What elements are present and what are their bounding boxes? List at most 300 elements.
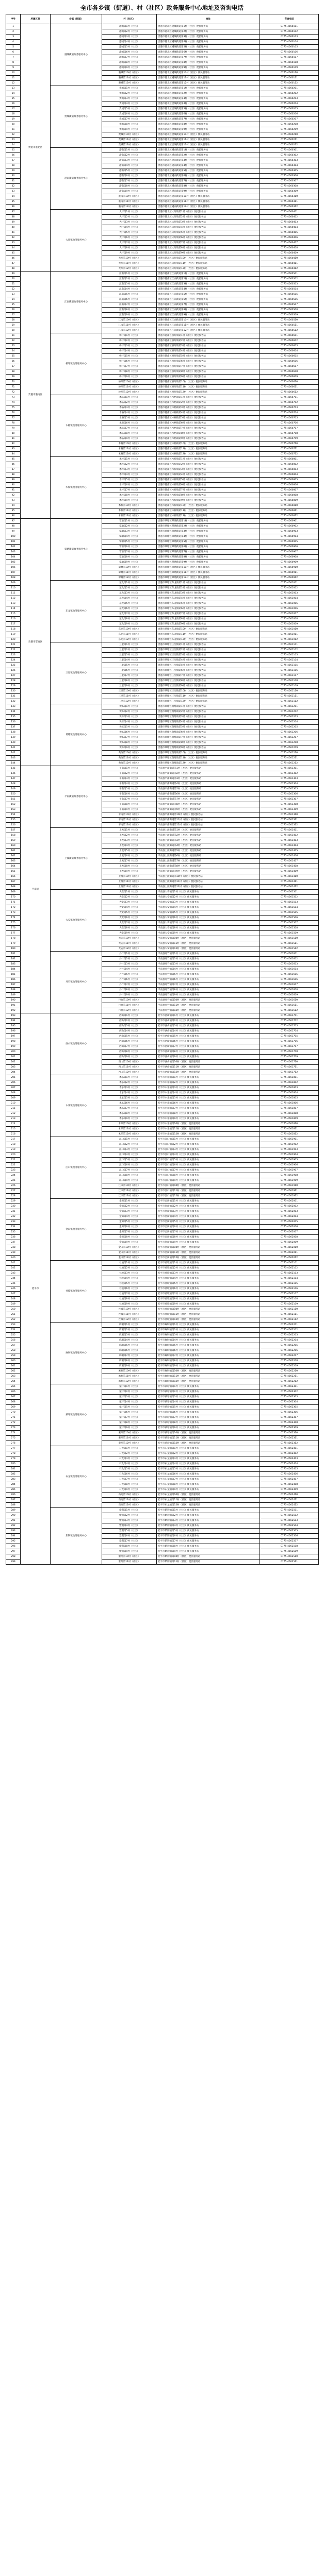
- row-number: 135: [6, 715, 21, 720]
- tel-cell: 0775-4560602: [260, 338, 319, 344]
- address-cell: 贵港市覃塘区黄练镇第9村（社区）便民服务站: [157, 745, 260, 751]
- village-cell: 三里第10村（社区）: [102, 689, 157, 694]
- village-cell: 黄练第11村（社区）: [102, 756, 157, 761]
- row-number: 16: [6, 101, 21, 107]
- address-cell: 贵港市港北区港南街道第6村（社区）便民服务站: [157, 174, 260, 179]
- row-number: 90: [6, 483, 21, 488]
- address-cell: 平南县上渡街道第9村（社区）便民服务站: [157, 869, 260, 874]
- tel-cell: 0775-4560611: [260, 385, 319, 390]
- village-cell: 港南第8村（社区）: [102, 184, 157, 189]
- address-cell: 平南县上渡街道第11村（社区）便民服务站: [157, 879, 260, 885]
- village-cell: 港城第2村（社区）: [102, 29, 157, 35]
- address-cell: 桂平市石龙镇第9村（社区）便民服务站: [157, 1487, 260, 1493]
- row-number: 208: [6, 1091, 21, 1096]
- tel-cell: 0775-4561510: [260, 936, 319, 941]
- tel-cell: 0775-4560105: [260, 45, 319, 50]
- village-cell: 黄练第10村（社区）: [102, 751, 157, 756]
- tel-cell: 0775-4561608: [260, 988, 319, 993]
- town-cell: 江南街道政务服务中心: [51, 272, 102, 333]
- tel-cell: 0775-4560109: [260, 65, 319, 71]
- address-cell: 贵港市覃塘区东龙镇第3村（社区）便民服务站: [157, 591, 260, 596]
- tel-cell: 0775-4560503: [260, 282, 319, 287]
- address-cell: 平南县上渡街道第8村（社区）便民服务站: [157, 864, 260, 869]
- row-number: 283: [6, 1477, 21, 1482]
- tel-cell: 0775-4561110: [260, 689, 319, 694]
- row-number: 225: [6, 1178, 21, 1183]
- village-cell: 港南第6村（社区）: [102, 174, 157, 179]
- tel-cell: 0775-4560206: [260, 112, 319, 117]
- tel-cell: 0775-4562101: [260, 1261, 319, 1266]
- tel-cell: 0775-4560502: [260, 277, 319, 282]
- tel-cell: 0775-4560209: [260, 127, 319, 132]
- tel-cell: 0775-4560712: [260, 452, 319, 457]
- village-cell: 覃塘第11村（社区）: [102, 570, 157, 575]
- address-cell: 桂平市石龙镇第8村（社区）便民服务站: [157, 1482, 260, 1487]
- address-cell: 桂平市紫荆镇第8村（社区）便民服务站: [157, 1544, 260, 1549]
- village-cell: 麻垌第9村（社区）: [102, 1364, 157, 1369]
- tel-cell: 0775-4561509: [260, 931, 319, 936]
- tel-cell: 0775-4561901: [260, 1137, 319, 1142]
- village-cell: 江口第11村（社区）: [102, 1189, 157, 1194]
- address-cell: 贵港市港北区港城街道第3村（社区）便民服务站: [157, 35, 260, 40]
- row-number: 199: [6, 1044, 21, 1049]
- tel-cell: 0775-4561006: [260, 606, 319, 612]
- table-row: [6, 890, 319, 895]
- village-cell: 港南第9村（社区）: [102, 189, 157, 194]
- village-cell: 紫荆第8村（社区）: [102, 1544, 157, 1549]
- row-number: 286: [6, 1493, 21, 1498]
- tel-cell: 0775-4560808: [260, 493, 319, 498]
- address-cell: 贵港市港南区木格镇第7村（社区）便民服务站: [157, 426, 260, 431]
- address-cell: 贵港市港北区港南街道第2村（社区）便民服务站: [157, 153, 260, 158]
- village-cell: 东龙第6村（社区）: [102, 606, 157, 612]
- address-cell: 桂平市社坡镇第4村（社区）便民服务站: [157, 1276, 260, 1281]
- town-cell: 金田镇政务服务中心: [51, 1199, 102, 1261]
- tel-cell: 0775-4561407: [260, 859, 319, 864]
- row-number: 194: [6, 1019, 21, 1024]
- address-cell: 桂平市西山镇第4村（社区）便民服务站: [157, 1029, 260, 1034]
- village-cell: 黄练第5村（社区）: [102, 725, 157, 730]
- row-number: 34: [6, 194, 21, 199]
- row-number: 22: [6, 132, 21, 138]
- row-number: 272: [6, 1420, 21, 1426]
- address-cell: 平南县平南街道第9村（社区）便民服务站: [157, 807, 260, 812]
- row-number: 159: [6, 838, 21, 843]
- village-cell: 贵城第4村（社区）: [102, 101, 157, 107]
- tel-cell: 0775-4561008: [260, 617, 319, 622]
- tel-cell: 0775-4561304: [260, 782, 319, 787]
- address-cell: 桂平市金田镇第1村（社区）便民服务站: [157, 1199, 260, 1204]
- address-cell: 贵港市港南区木格镇第4村（社区）便民服务站: [157, 411, 260, 416]
- tel-cell: 0775-4562409: [260, 1487, 319, 1493]
- town-cell: 木乐镇政务服务中心: [51, 1075, 102, 1137]
- address-cell: 贵港市港南区木梓镇第1村（社区）便民服务站: [157, 457, 260, 462]
- tel-cell: 0775-4560811: [260, 509, 319, 514]
- village-cell: 社坡第6村（社区）: [102, 1286, 157, 1292]
- village-cell: 木乐第10村（社区）: [102, 1122, 157, 1127]
- village-cell: 江南第4村（社区）: [102, 287, 157, 292]
- tel-cell: 0775-4562502: [260, 1513, 319, 1518]
- address-cell: 贵港市港北区港南街道第3村（社区）便民服务站: [157, 158, 260, 163]
- row-number: 211: [6, 1106, 21, 1111]
- address-cell: 桂平市江口镇第12村（社区）便民服务站: [157, 1194, 260, 1199]
- address-cell: 桂平市石龙镇第3村（社区）便民服务站: [157, 1456, 260, 1462]
- address-cell: 贵港市覃塘区三里镇第5村（社区）便民服务站: [157, 663, 260, 668]
- address-cell: 贵港市港南区桥圩镇第11村（社区）便民服务站: [157, 385, 260, 390]
- village-cell: 东龙第2村（社区）: [102, 586, 157, 591]
- row-number: 107: [6, 570, 21, 575]
- row-number: 222: [6, 1163, 21, 1168]
- village-cell: 丹竹第6村（社区）: [102, 977, 157, 982]
- village-cell: 江南第8村（社区）: [102, 308, 157, 313]
- row-number: 207: [6, 1086, 21, 1091]
- tel-cell: 0775-4562506: [260, 1534, 319, 1539]
- tel-cell: 0775-4560906: [260, 545, 319, 550]
- address-cell: 平南县大安镇第4村（社区）便民服务站: [157, 905, 260, 910]
- village-cell: 东龙第5村（社区）: [102, 601, 157, 606]
- village-cell: 麻垌第12村（社区）: [102, 1379, 157, 1384]
- village-cell: 贵城第8村（社区）: [102, 122, 157, 127]
- village-cell: 麻垌第1村（社区）: [102, 1323, 157, 1328]
- address-cell: 贵港市港北区港城街道第4村（社区）便民服务站: [157, 40, 260, 45]
- row-number: 126: [6, 668, 21, 673]
- tel-cell: 0775-4561208: [260, 740, 319, 745]
- tel-cell: 0775-4561309: [260, 807, 319, 812]
- address-cell: 桂平市麻垌镇第3村（社区）便民服务站: [157, 1333, 260, 1338]
- village-cell: 港城第7村（社区）: [102, 55, 157, 60]
- town-cell: 石龙镇政务服务中心: [51, 1446, 102, 1508]
- row-number: 30: [6, 174, 21, 179]
- village-cell: 上渡第10村（社区）: [102, 874, 157, 879]
- address-cell: 桂平市木乐镇第3村（社区）便民服务站: [157, 1086, 260, 1091]
- tel-cell: 0775-4561804: [260, 1091, 319, 1096]
- tel-cell: 0775-4562312: [260, 1441, 319, 1446]
- village-cell: 上渡第5村（社区）: [102, 849, 157, 854]
- row-number: 209: [6, 1096, 21, 1101]
- row-number: 238: [6, 1245, 21, 1250]
- tel-cell: 0775-4561002: [260, 586, 319, 591]
- row-number: 146: [6, 771, 21, 776]
- row-number: 113: [6, 601, 21, 606]
- address-cell: 贵港市覃塘区东龙镇第9村（社区）便民服务站: [157, 622, 260, 627]
- tel-cell: 0775-4562006: [260, 1225, 319, 1230]
- address-cell: 平南县丹竹镇第9村（社区）便民服务站: [157, 993, 260, 998]
- row-number: 262: [6, 1369, 21, 1374]
- village-cell: 港城第9村（社区）: [102, 65, 157, 71]
- village-cell: 东龙第4村（社区）: [102, 596, 157, 601]
- address-cell: 桂平市紫荆镇第5村（社区）便民服务站: [157, 1529, 260, 1534]
- address-cell: 桂平市石龙镇第7村（社区）便民服务站: [157, 1477, 260, 1482]
- row-number: 10: [6, 71, 21, 76]
- row-number: 191: [6, 1003, 21, 1008]
- village-cell: 覃塘第1村（社区）: [102, 519, 157, 524]
- address-cell: 平南县丹竹镇第7村（社区）便民服务站: [157, 982, 260, 988]
- village-cell: 木格第6村（社区）: [102, 421, 157, 426]
- area-cell: 贵港市港北区: [21, 24, 51, 272]
- village-cell: 木乐第7村（社区）: [102, 1106, 157, 1111]
- address-cell: 贵港市港北区港南街道第11村（社区）便民服务站: [157, 199, 260, 205]
- row-number: 239: [6, 1250, 21, 1256]
- town-cell: 江口镇政务服务中心: [51, 1137, 102, 1199]
- address-cell: 贵港市港北区港城街道第12村（社区）便民服务站: [157, 81, 260, 86]
- address-cell: 桂平市江口镇第3村（社区）便民服务站: [157, 1147, 260, 1153]
- address-cell: 桂平市金田镇第4村（社区）便民服务站: [157, 1214, 260, 1219]
- row-number: 195: [6, 1024, 21, 1029]
- village-cell: 平南第8村（社区）: [102, 802, 157, 807]
- village-cell: 木乐第12村（社区）: [102, 1132, 157, 1137]
- table-row: [6, 1075, 319, 1080]
- tel-cell: 0775-4562305: [260, 1405, 319, 1410]
- tel-cell: 0775-4560707: [260, 426, 319, 431]
- village-cell: 三里第1村（社区）: [102, 642, 157, 648]
- address-cell: 平南县丹竹镇第4村（社区）便民服务站: [157, 967, 260, 972]
- village-cell: 木格第2村（社区）: [102, 400, 157, 405]
- village-cell: 港南第3村（社区）: [102, 158, 157, 163]
- row-number: 295: [6, 1539, 21, 1544]
- row-number: 248: [6, 1297, 21, 1302]
- tel-cell: 0775-4560207: [260, 117, 319, 122]
- village-cell: 覃塘第2村（社区）: [102, 524, 157, 529]
- address-cell: 桂平市社坡镇第8村（社区）便民服务站: [157, 1297, 260, 1302]
- tel-cell: 0775-4561606: [260, 977, 319, 982]
- address-cell: 平南县丹竹镇第8村（社区）便民服务站: [157, 988, 260, 993]
- row-number: 226: [6, 1183, 21, 1189]
- address-cell: 贵港市港北区港南街道第10村（社区）便民服务站: [157, 194, 260, 199]
- row-number: 228: [6, 1194, 21, 1199]
- address-cell: 贵港市港北区港南街道第9村（社区）便民服务站: [157, 189, 260, 194]
- tel-cell: 0775-4561507: [260, 921, 319, 926]
- tel-cell: 0775-4562012: [260, 1256, 319, 1261]
- tel-cell: 0775-4560710: [260, 442, 319, 447]
- address-cell: 桂平市金田镇第8村（社区）便民服务站: [157, 1235, 260, 1240]
- address-cell: 贵港市港南区木梓镇第2村（社区）便民服务站: [157, 462, 260, 467]
- village-cell: 贵城第1村（社区）: [102, 86, 157, 91]
- tel-cell: 0775-4560202: [260, 91, 319, 96]
- address-cell: 贵港市港北区贵城街道第12村（社区）便民服务站: [157, 143, 260, 148]
- address-cell: 贵港市覃塘区三里镇第11村（社区）便民服务站: [157, 694, 260, 699]
- tel-cell: 0775-4562304: [260, 1400, 319, 1405]
- village-cell: 木格第3村（社区）: [102, 405, 157, 411]
- row-number: 261: [6, 1364, 21, 1369]
- row-number: 31: [6, 179, 21, 184]
- address-cell: 贵港市港南区木格镇第9村（社区）便民服务站: [157, 436, 260, 442]
- tel-cell: 0775-4562408: [260, 1482, 319, 1487]
- row-number: 242: [6, 1266, 21, 1271]
- row-number: 44: [6, 246, 21, 251]
- row-number: 181: [6, 952, 21, 957]
- address-cell: 贵港市港北区贵城街道第1村（社区）便民服务站: [157, 86, 260, 91]
- address-cell: 贵港市港北区港城街道第6村（社区）便民服务站: [157, 50, 260, 55]
- address-cell: 桂平市木乐镇第1村（社区）便民服务站: [157, 1075, 260, 1080]
- tel-cell: 0775-4561004: [260, 596, 319, 601]
- village-cell: 黄练第7村（社区）: [102, 735, 157, 740]
- village-cell: 社坡第11村（社区）: [102, 1312, 157, 1317]
- tel-cell: 0775-4561105: [260, 663, 319, 668]
- address-cell: 平南县大安镇第7村（社区）便民服务站: [157, 921, 260, 926]
- village-cell: 紫荆第3村（社区）: [102, 1518, 157, 1523]
- tel-cell: 0775-4560801: [260, 457, 319, 462]
- row-number: 144: [6, 761, 21, 766]
- address-cell: 桂平市蒙圩镇第9村（社区）便民服务站: [157, 1426, 260, 1431]
- tel-cell: 0775-4561801: [260, 1075, 319, 1080]
- row-number: 197: [6, 1034, 21, 1039]
- village-cell: 金田第4村（社区）: [102, 1214, 157, 1219]
- tel-cell: 0775-4560903: [260, 529, 319, 534]
- village-cell: 三里第5村（社区）: [102, 663, 157, 668]
- tel-cell: 0775-4561607: [260, 982, 319, 988]
- tel-cell: 0775-4562403: [260, 1456, 319, 1462]
- tel-cell: 0775-4562205: [260, 1343, 319, 1348]
- tel-cell: 0775-4562406: [260, 1472, 319, 1477]
- tel-cell: 0775-4560201: [260, 86, 319, 91]
- row-number: 160: [6, 843, 21, 849]
- address-cell: 贵港市港南区桥圩镇第6村（社区）便民服务站: [157, 359, 260, 364]
- village-cell: 石龙第11村（社区）: [102, 1498, 157, 1503]
- address-cell: 贵港市覃塘区覃塘街道第12村（社区）便民服务站: [157, 575, 260, 581]
- row-number: 223: [6, 1168, 21, 1173]
- village-cell: 蒙圩第4村（社区）: [102, 1400, 157, 1405]
- village-cell: 大圩第4村（社区）: [102, 225, 157, 230]
- address-cell: 平南县大安镇第9村（社区）便民服务站: [157, 931, 260, 936]
- tel-cell: 0775-4560103: [260, 35, 319, 40]
- village-cell: 平南第6村（社区）: [102, 792, 157, 797]
- row-number: 166: [6, 874, 21, 879]
- address-cell: 贵港市港南区木格镇第8村（社区）便民服务站: [157, 431, 260, 436]
- address-cell: 桂平市蒙圩镇第11村（社区）便民服务站: [157, 1436, 260, 1441]
- village-cell: 西山第12村（社区）: [102, 1070, 157, 1075]
- tel-cell: 0775-4560311: [260, 199, 319, 205]
- row-number: 133: [6, 704, 21, 709]
- village-cell: 木乐第5村（社区）: [102, 1096, 157, 1101]
- address-cell: 桂平市石龙镇第4村（社区）便民服务站: [157, 1462, 260, 1467]
- tel-cell: 0775-4560907: [260, 550, 319, 555]
- address-cell: 桂平市木乐镇第10村（社区）便民服务站: [157, 1122, 260, 1127]
- village-cell: 大安第7村（社区）: [102, 921, 157, 926]
- address-cell: 平南县平南街道第12村（社区）便民服务站: [157, 823, 260, 828]
- address-cell: 桂平市社坡镇第5村（社区）便民服务站: [157, 1281, 260, 1286]
- row-number: 85: [6, 457, 21, 462]
- tel-cell: 0775-4560412: [260, 266, 319, 272]
- row-number: 109: [6, 581, 21, 586]
- row-number: 174: [6, 916, 21, 921]
- tel-cell: 0775-4561704: [260, 1029, 319, 1034]
- village-cell: 贵城第2村（社区）: [102, 91, 157, 96]
- village-cell: 丹竹第7村（社区）: [102, 982, 157, 988]
- town-cell: 上渡街道政务服务中心: [51, 828, 102, 890]
- row-number: 143: [6, 756, 21, 761]
- village-cell: 港南第12村（社区）: [102, 205, 157, 210]
- address-cell: 贵港市港北区贵城街道第6村（社区）便民服务站: [157, 112, 260, 117]
- tel-cell: 0775-4561109: [260, 684, 319, 689]
- tel-cell: 0775-4560510: [260, 318, 319, 323]
- tel-cell: 0775-4560805: [260, 478, 319, 483]
- tel-cell: 0775-4562202: [260, 1328, 319, 1333]
- tel-cell: 0775-4560107: [260, 55, 319, 60]
- address-cell: 桂平市麻垌镇第11村（社区）便民服务站: [157, 1374, 260, 1379]
- tel-cell: 0775-4560304: [260, 163, 319, 168]
- village-cell: 石龙第9村（社区）: [102, 1487, 157, 1493]
- village-cell: 木梓第2村（社区）: [102, 462, 157, 467]
- address-cell: 桂平市紫荆镇第1村（社区）便民服务站: [157, 1508, 260, 1513]
- tel-cell: 0775-4560102: [260, 29, 319, 35]
- row-number: 297: [6, 1549, 21, 1554]
- tel-cell: 0775-4562405: [260, 1467, 319, 1472]
- tel-cell: 0775-4560506: [260, 297, 319, 302]
- village-cell: 三里第12村（社区）: [102, 699, 157, 704]
- row-number: 93: [6, 498, 21, 503]
- town-cell: 覃塘街道政务服务中心: [51, 519, 102, 581]
- tel-cell: 0775-4562104: [260, 1276, 319, 1281]
- address-cell: 贵港市港北区贵城街道第3村（社区）便民服务站: [157, 96, 260, 101]
- row-number: 39: [6, 220, 21, 225]
- village-cell: 黄练第4村（社区）: [102, 720, 157, 725]
- village-cell: 紫荆第2村（社区）: [102, 1513, 157, 1518]
- town-cell: 麻垌镇政务服务中心: [51, 1323, 102, 1384]
- row-number: 65: [6, 354, 21, 359]
- row-number: 131: [6, 694, 21, 699]
- row-number: 115: [6, 612, 21, 617]
- address-cell: 桂平市西山镇第9村（社区）便民服务站: [157, 1055, 260, 1060]
- address-cell: 平南县大安镇第6村（社区）便民服务站: [157, 916, 260, 921]
- address-cell: 桂平市石龙镇第1村（社区）便民服务站: [157, 1446, 260, 1451]
- village-cell: 大圩第12村（社区）: [102, 266, 157, 272]
- address-cell: 平南县丹竹镇第2村（社区）便民服务站: [157, 957, 260, 962]
- tel-cell: 0775-4561212: [260, 761, 319, 766]
- address-cell: 桂平市西山镇第7村（社区）便民服务站: [157, 1044, 260, 1049]
- header-town: 乡镇（街道）: [51, 14, 102, 24]
- table-row: [6, 1384, 319, 1389]
- village-cell: 江南第10村（社区）: [102, 318, 157, 323]
- tel-cell: 0775-4561007: [260, 612, 319, 617]
- address-cell: 桂平市木乐镇第6村（社区）便民服务站: [157, 1101, 260, 1106]
- tel-cell: 0775-4560806: [260, 483, 319, 488]
- tel-cell: 0775-4560904: [260, 534, 319, 539]
- address-cell: 桂平市江口镇第5村（社区）便民服务站: [157, 1158, 260, 1163]
- row-number: 145: [6, 766, 21, 771]
- village-cell: 港城第12村（社区）: [102, 81, 157, 86]
- address-cell: 贵港市港南区桥圩镇第12村（社区）便民服务站: [157, 390, 260, 395]
- address-cell: 贵港市港北区大圩镇第11村（社区）便民服务站: [157, 261, 260, 266]
- address-cell: 平南县上渡街道第7村（社区）便民服务站: [157, 859, 260, 864]
- row-number: 253: [6, 1323, 21, 1328]
- tel-cell: 0775-4562407: [260, 1477, 319, 1482]
- row-number: 116: [6, 617, 21, 622]
- address-cell: 贵港市覃塘区覃塘街道第3村（社区）便民服务站: [157, 529, 260, 534]
- address-cell: 贵港市港南区江南街道第11村（社区）便民服务站: [157, 323, 260, 328]
- tel-cell: 0775-4561204: [260, 720, 319, 725]
- row-number: 98: [6, 524, 21, 529]
- row-number: 11: [6, 76, 21, 81]
- town-cell: 港南街道政务服务中心: [51, 148, 102, 210]
- town-cell: 社坡镇政务服务中心: [51, 1261, 102, 1323]
- address-cell: 桂平市蒙圩镇第4村（社区）便民服务站: [157, 1400, 260, 1405]
- address-cell: 贵港市覃塘区三里镇第12村（社区）便民服务站: [157, 699, 260, 704]
- village-cell: 木梓第4村（社区）: [102, 472, 157, 478]
- row-number: 15: [6, 96, 21, 101]
- row-number: 299: [6, 1560, 21, 1565]
- address-cell: 平南县平南街道第5村（社区）便民服务站: [157, 787, 260, 792]
- row-number: 158: [6, 833, 21, 838]
- table-body: [6, 24, 319, 1565]
- village-cell: 平南第2村（社区）: [102, 771, 157, 776]
- address-cell: 桂平市西山镇第12村（社区）便民服务站: [157, 1070, 260, 1075]
- village-cell: 大安第4村（社区）: [102, 905, 157, 910]
- address-cell: 贵港市港南区江南街道第9村（社区）便民服务站: [157, 313, 260, 318]
- village-cell: 大安第12村（社区）: [102, 946, 157, 952]
- village-cell: 木格第12村（社区）: [102, 452, 157, 457]
- row-number: 206: [6, 1080, 21, 1086]
- village-cell: 丹竹第10村（社区）: [102, 998, 157, 1003]
